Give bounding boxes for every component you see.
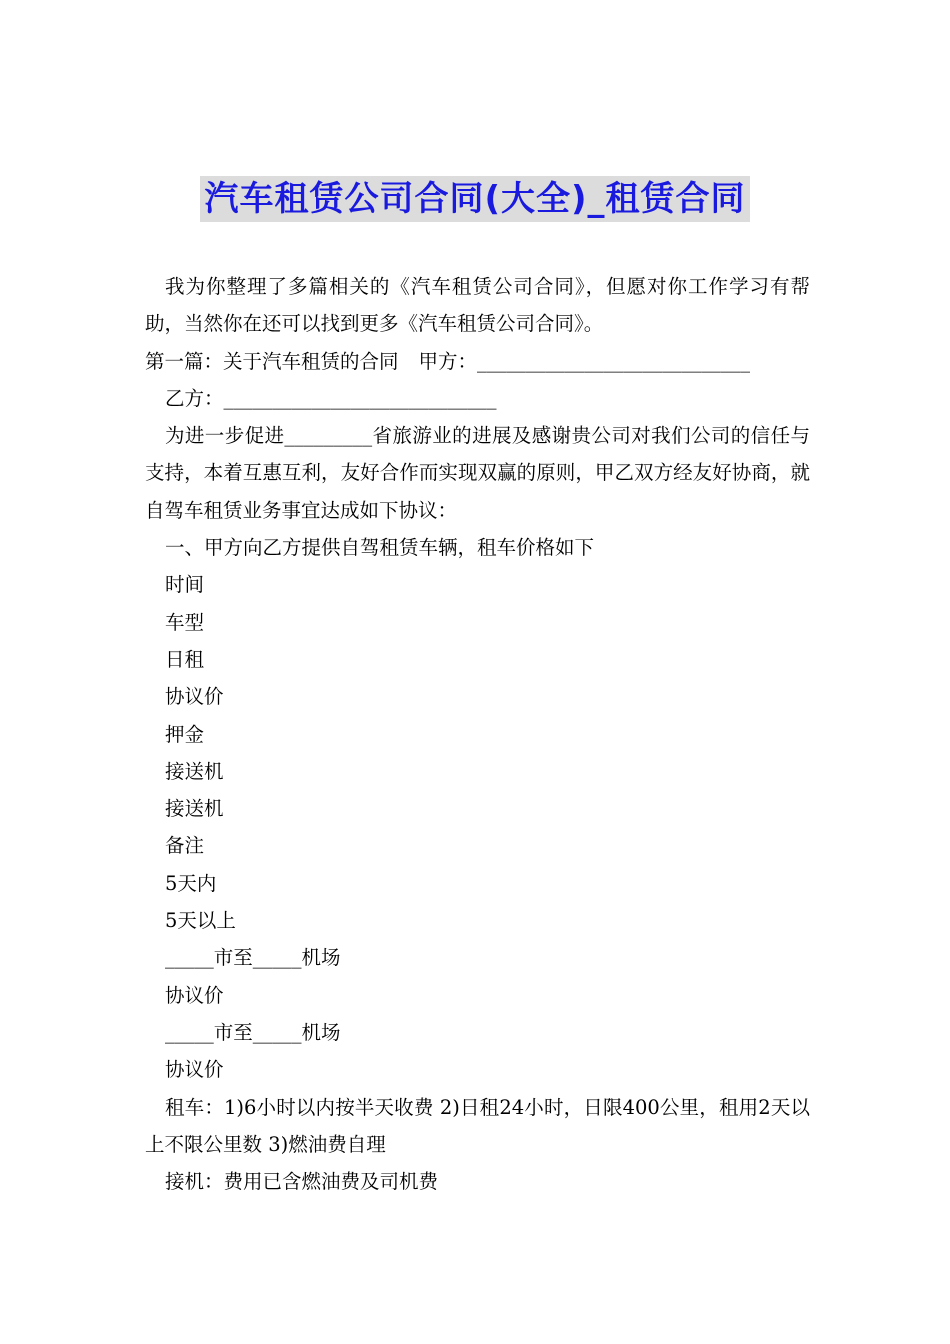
table-line-within-5-days: 5天内 (165, 871, 217, 895)
table-line-city-to-airport-2: _____市至_____机场 (165, 1020, 341, 1044)
table-line-car-model: 车型 (165, 610, 205, 634)
purpose-paragraph: 为进一步促进_________省旅游业的进展及感谢贵公司对我们公司的信任与支持，本着互惠互利，友好合作而实现双赢的原则，甲乙双方经友好协商，就自驾车租赁业务事宜达成如下协议： (145, 424, 810, 522)
party-b-field: 乙方：____________________________ (165, 386, 497, 410)
table-line-pickup: 接送机 (165, 759, 224, 783)
clause-1: 一、甲方向乙方提供自驾租赁车辆，租车价格如下 (165, 536, 595, 560)
table-line-over-5-days: 5天以上 (165, 909, 236, 933)
rental-terms: 租车：1)6小时以内按半天收费 2)日租24小时，日限400公里，租用2天以上不限公里数 3)燃油费自理 (145, 1095, 810, 1156)
document-body (145, 268, 810, 1200)
title-block (0, 176, 950, 222)
table-line-remarks: 备注 (165, 834, 205, 858)
section-heading: 第一篇：关于汽车租赁的合同 (145, 349, 399, 373)
table-line-time: 时间 (165, 573, 205, 597)
table-line-agreed-price: 协议价 (165, 685, 224, 709)
table-line-agreed-price-3: 协议价 (165, 1058, 224, 1082)
table-line-deposit: 押金 (165, 722, 205, 746)
section-heading-line (145, 343, 810, 380)
table-line-pickup-2: 接送机 (165, 797, 224, 821)
pickup-terms: 接机：费用已含燃油费及司机费 (165, 1170, 439, 1194)
table-line-daily-rent: 日租 (165, 647, 205, 671)
party-a-field: 甲方：____________________________ (418, 349, 751, 373)
intro-paragraph: 我为你整理了多篇相关的《汽车租赁公司合同》，但愿对你工作学习有帮助，当然你在还可以找到更多《汽车租赁公司合同》。 (145, 275, 810, 336)
document-title: 汽车租赁公司合同(大全)_租赁合同 (200, 176, 749, 222)
table-line-agreed-price-2: 协议价 (165, 983, 224, 1007)
table-line-city-to-airport: _____市至_____机场 (165, 946, 341, 970)
